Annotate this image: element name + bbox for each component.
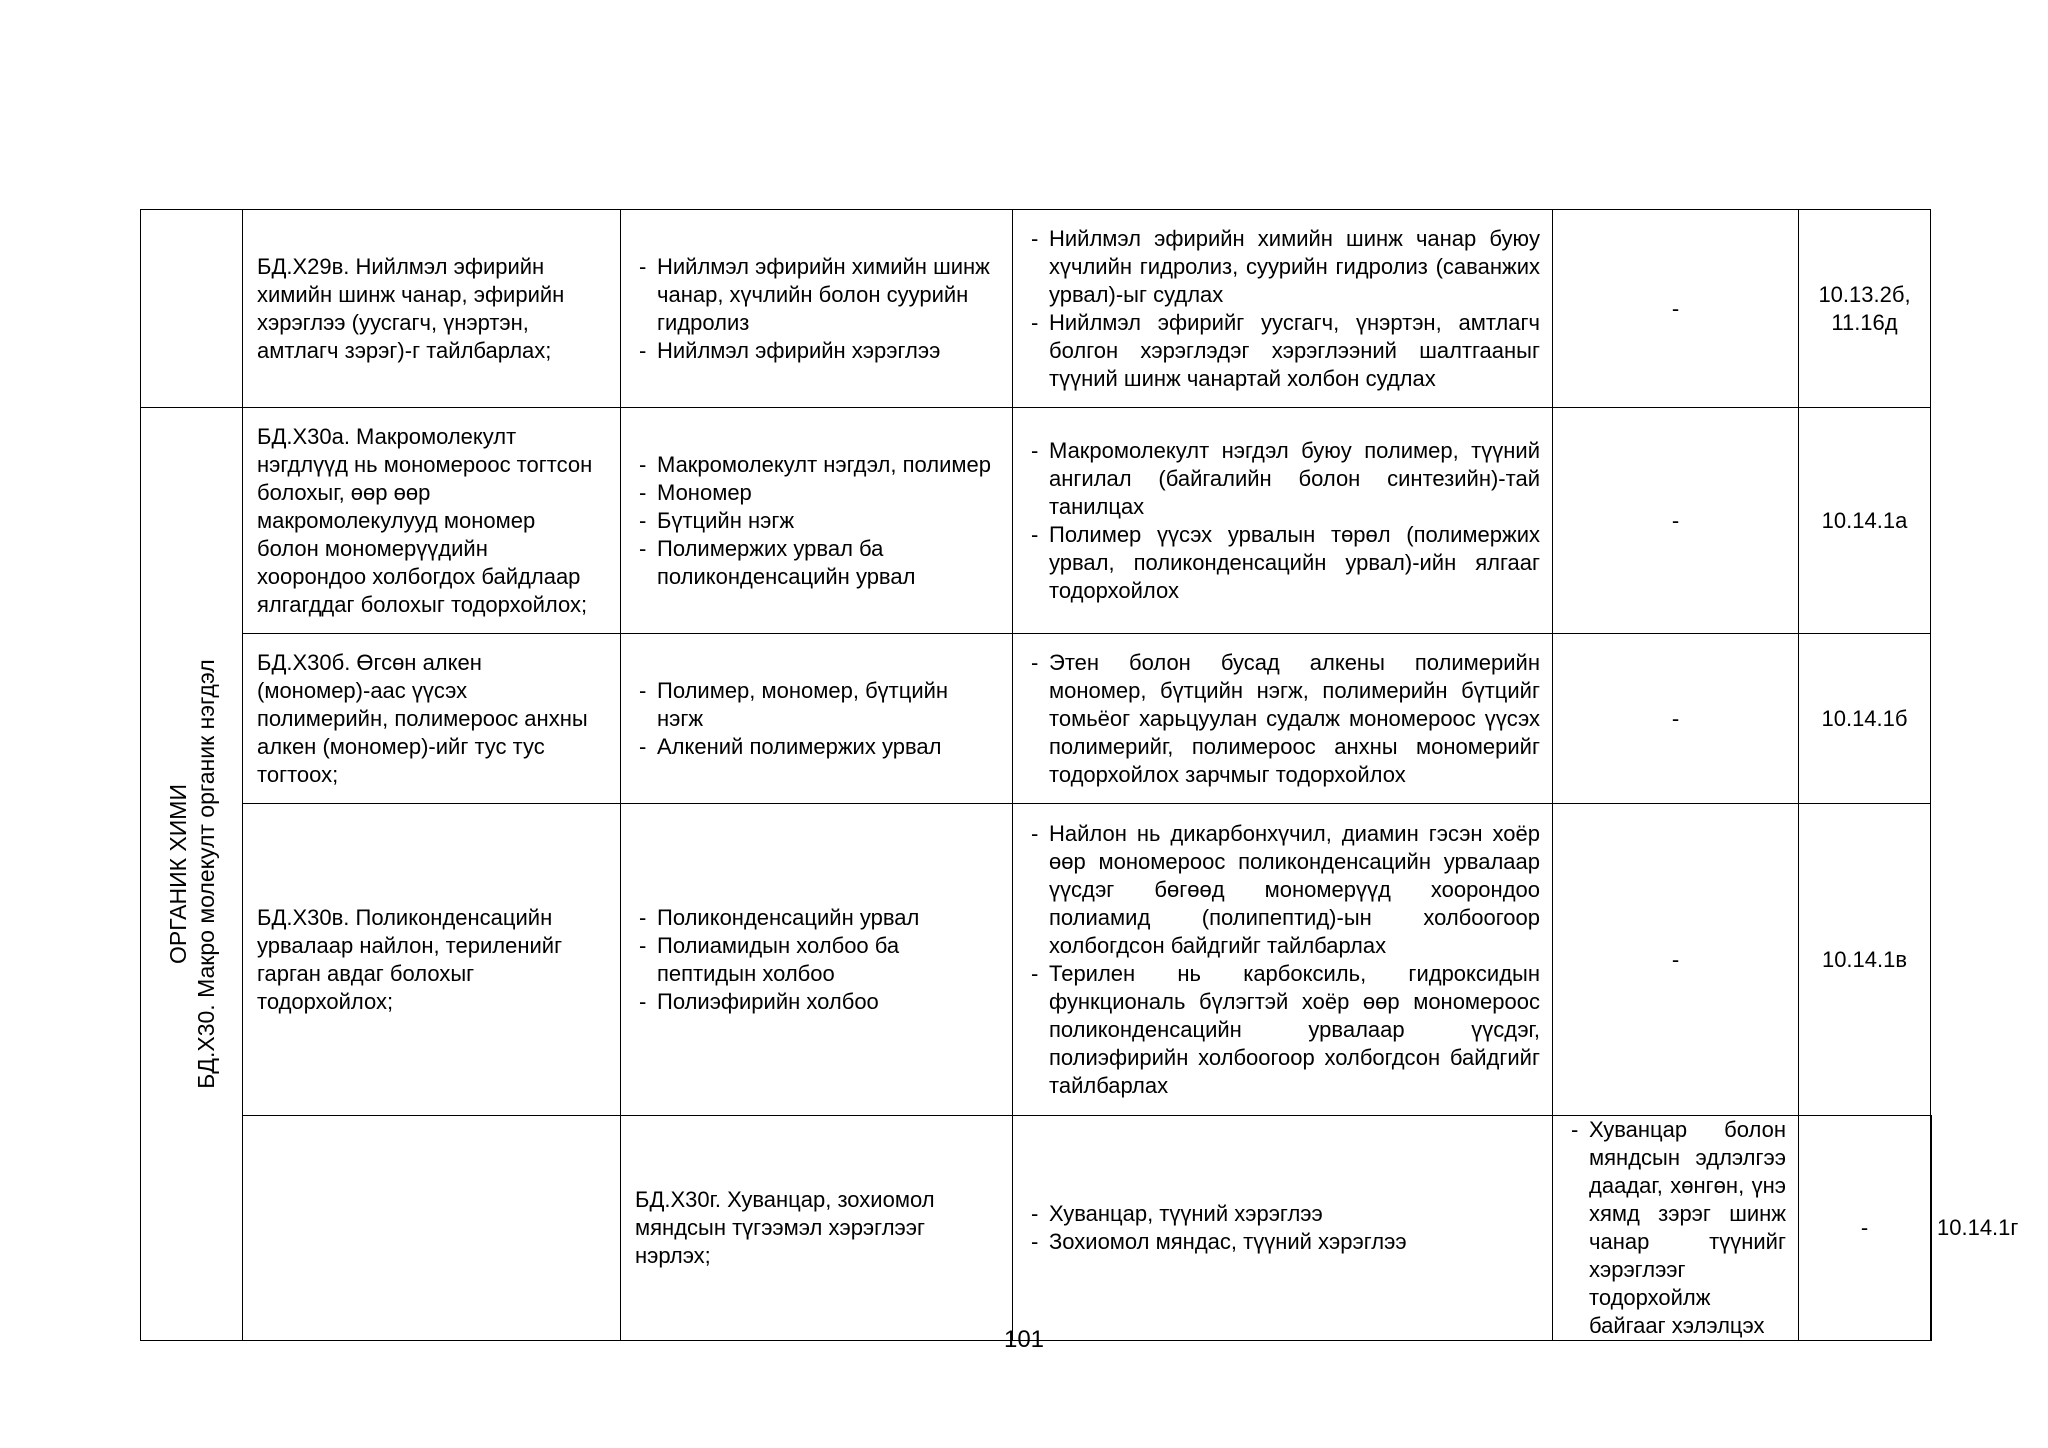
cross-link-cell — [1553, 634, 1799, 804]
list-item: - Хуванцар болон мяндсын эдлэлгээ даадаг, хөнгөн, үнэ хямд зэрэг шинж чанар түүнийг хэрэглээг тодорхойлж байгааг хэлэлцэх — [1571, 1116, 1786, 1340]
reference-value: 10.14.1б — [1821, 705, 1908, 731]
reference-cell — [1799, 634, 1931, 804]
reference-cell — [1799, 408, 1931, 634]
activities-list — [1031, 649, 1540, 789]
subject-group-label — [164, 494, 220, 1254]
list-item: - Полимер үүсэх урвалын төрөл (полимержих урвал, поликонденсацийн урвал)-ийн ялгааг тодорхойлох — [1031, 521, 1540, 605]
cross-link-cell — [1553, 804, 1799, 1116]
curriculum-table — [140, 209, 2019, 1341]
objective-text: БД.Х30в. Поликонденсацийн урвалаар найлон, териленийг гарган авдаг болохыг тодорхойлох; — [257, 904, 563, 1014]
activities-cell — [1013, 408, 1553, 634]
list-item: - Полимер, мономер, бүтцийн нэгж — [639, 677, 998, 733]
activities-cell — [1013, 804, 1553, 1116]
cross-link-cell — [1553, 210, 1799, 408]
activities-list — [1031, 437, 1540, 605]
content-cell — [621, 804, 1013, 1116]
table-row — [141, 210, 1932, 408]
activities-list — [1031, 225, 1540, 393]
reference-value: 10.14.1а — [1821, 507, 1908, 533]
list-item: - Нийлмэл эфирийн химийн шинж чанар буюу хүчлийн гидролиз, суурийн гидролиз (саванжих урвал)-ыг судлах — [1031, 225, 1540, 309]
list-item: - Нийлмэл эфирийн хэрэглээ — [639, 337, 998, 365]
activities-list — [1031, 820, 1540, 1100]
subject-subtitle: БД.Х30. Макро молекулт органик нэгдэл — [192, 659, 219, 1089]
cross-link-value: - — [1860, 1215, 1869, 1240]
list-item: - Этен болон бусад алкены полимерийн мономер, бүтцийн нэгж, полимерийн бүтцийг томьёог харьцуулан судалж мономероос үүсэх полимерийг, полимероос анхны мономерийг тодорхойлох зарчмыг тодорхойлох — [1031, 649, 1540, 789]
objective-text: БД.Х30а. Макромолекулт нэгдлүүд нь мономероос тогтсон болохыг, өөр өөр макромолекулууд мономер болон мономерүүдийн хоорондоо холбогдох байдлаар ялгагддаг болохыг тодорхойлох; — [257, 423, 593, 617]
content-cell — [621, 408, 1013, 634]
list-item: - Мономер — [639, 479, 998, 507]
table-row — [141, 804, 1932, 1116]
table-row — [141, 634, 1932, 804]
content-list — [639, 677, 998, 761]
activities-list — [1571, 1116, 1786, 1340]
list-item: - Полимержих урвал ба поликонденсацийн урвал — [639, 535, 998, 591]
cross-link-value: - — [1671, 507, 1680, 533]
list-item: - Найлон нь дикарбонхүчил, диамин гэсэн хоёр өөр мономероос поликонденсацийн урвалаар үүсдэг бөгөөд мономерүүд хоорондоо полиамид (полипептид)-ын холбоогоор холбогдсон байдгийг тайлбарлах — [1031, 820, 1540, 960]
empty-subject-cell — [243, 1116, 621, 1341]
table-row — [141, 408, 1932, 634]
list-item: - Зохиомол мяндас, түүний хэрэглээ — [1031, 1228, 1538, 1256]
list-item: - Макромолекулт нэгдэл буюу полимер, түүний ангилал (байгалийн болон синтезийн)-тай танилцах — [1031, 437, 1540, 521]
cross-link-value: - — [1671, 295, 1680, 321]
subject-title: ОРГАНИК ХИМИ — [164, 784, 191, 964]
objective-cell — [621, 1116, 1013, 1341]
objective-text: БД.Х30б. Өгсөн алкен (мономер)-аас үүсэх полимерийн, полимероос анхны алкен (мономер)-ийг тус тус тогтоох; — [257, 649, 588, 787]
empty-subject-cell — [141, 210, 243, 408]
objective-cell — [243, 210, 621, 408]
list-item: - Бүтцийн нэгж — [639, 507, 998, 535]
list-item: - Нийлмэл эфирийн химийн шинж чанар, хүчлийн болон суурийн гидролиз — [639, 253, 998, 337]
list-item: - Поликонденсацийн урвал — [639, 904, 998, 932]
list-item: - Алкений полимержих урвал — [639, 733, 998, 761]
cross-link-cell — [1799, 1116, 1931, 1341]
list-item: - Полиамидын холбоо ба пептидын холбоо — [639, 932, 998, 988]
list-item: - Полиэфирийн холбоо — [639, 988, 998, 1016]
content-cell — [621, 634, 1013, 804]
content-cell — [621, 210, 1013, 408]
list-item: - Хуванцар, түүний хэрэглээ — [1031, 1200, 1538, 1228]
reference-value: 10.13.2б, 11.16д — [1818, 281, 1911, 335]
list-item: - Терилен нь карбоксиль, гидроксидын функциональ бүлэгтэй хоёр өөр мономероос поликонденсацийн урвалаар үүсдэг, полиэфирийн холбоогоор холбогдсон байдгийг тайлбарлах — [1031, 960, 1540, 1100]
objective-text: БД.Х29в. Нийлмэл эфирийн химийн шинж чанар, эфирийн хэрэглээ (уусгагч, үнэртэн, амтлагч зэрэг)-г тайлбарлах; — [257, 253, 565, 363]
reference-cell — [1799, 210, 1931, 408]
activities-cell — [1553, 1116, 1799, 1341]
activities-cell — [1013, 634, 1553, 804]
reference-cell — [1931, 1116, 2019, 1341]
reference-value: 10.14.1в — [1821, 946, 1908, 972]
cross-link-cell — [1553, 408, 1799, 634]
objective-cell — [243, 634, 621, 804]
cross-link-value: - — [1671, 705, 1680, 731]
content-list — [639, 451, 998, 591]
page-number: 101 — [1003, 1326, 1045, 1353]
objective-cell — [243, 804, 621, 1116]
list-item: - Нийлмэл эфирийг уусгагч, үнэртэн, амтлагч болгон хэрэглэдэг хэрэглээний шалтгааныг түүний шинж чанартай холбон судлах — [1031, 309, 1540, 393]
content-list — [639, 253, 998, 365]
objective-text: БД.Х30г. Хуванцар, зохиомол мяндсын түгээмэл хэрэглээг нэрлэх; — [635, 1187, 935, 1268]
reference-value: 10.14.1г — [1937, 1215, 2019, 1240]
content-list — [639, 904, 998, 1016]
content-cell — [1013, 1116, 1553, 1341]
content-list — [1031, 1200, 1538, 1256]
cross-link-value: - — [1671, 946, 1680, 972]
subject-group-cell — [141, 408, 243, 1341]
list-item: - Макромолекулт нэгдэл, полимер — [639, 451, 998, 479]
reference-cell — [1799, 804, 1931, 1116]
objective-cell — [243, 408, 621, 634]
table-row — [141, 1116, 1932, 1341]
activities-cell — [1013, 210, 1553, 408]
